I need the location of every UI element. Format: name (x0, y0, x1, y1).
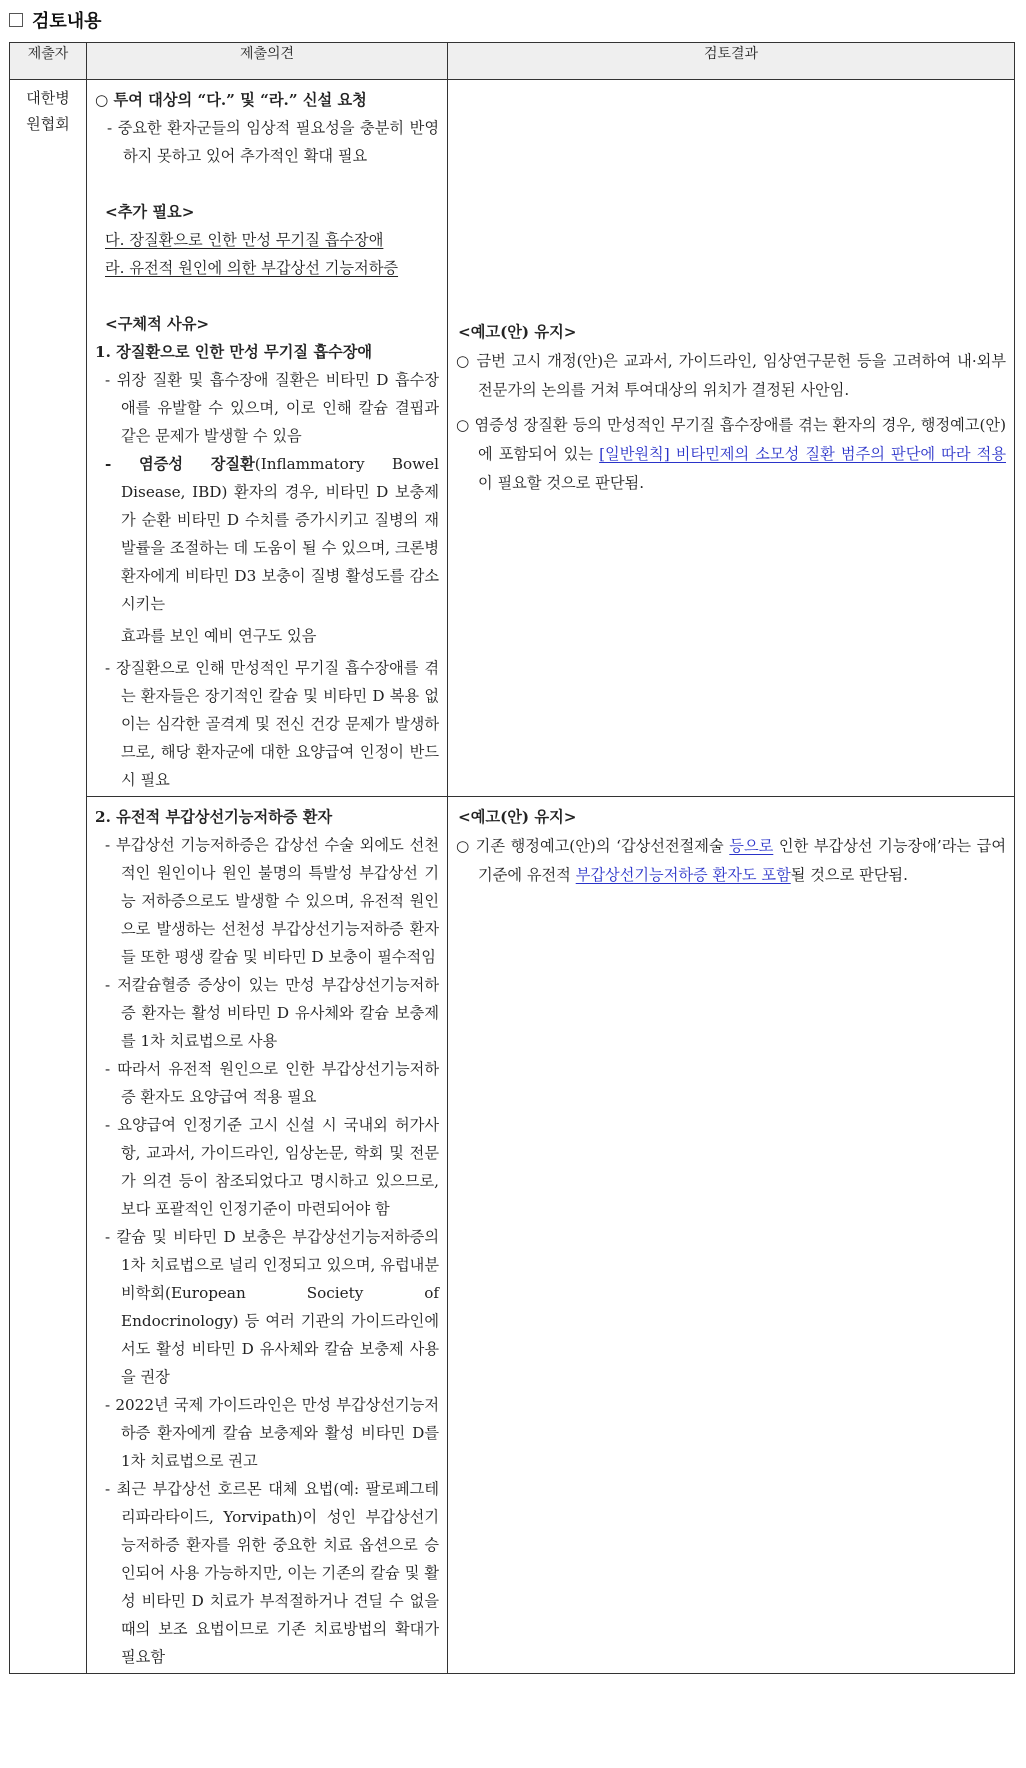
add-heading: <추가 필요> (105, 203, 195, 221)
result-paragraph-3: ○ 기존 행정예고(안)의 ‘갑상선전절제술 등으로 인한 부갑상선 기능장애’라는 급여기준에 유전적 부갑상선기능저하증 환자도 포함될 것으로 판단됨. (456, 837, 1006, 884)
result-paragraph-2: ○ 염증성 장질환 등의 만성적인 무기질 흡수장애를 겪는 환자의 경우, 행정예고(안)에 포함되어 있는 [일반원칙] 비타민제의 소모성 질환 범주의 판단에 따라 적용이 필요할 것으로 판단됨. (456, 416, 1006, 492)
add-item-2: 라. 유전적 원인에 의한 부갑상선 기능저하증 (105, 259, 399, 277)
list-item: - 장질환으로 인해 만성적인 무기질 흡수장애를 겪는 환자들은 장기적인 칼슘 및 비타민 D 복용 없이는 심각한 골격계 및 전신 건강 문제가 발생하므로, 해당 환자군에 대한 요양급여 인정이 반드시 필요 (105, 659, 439, 789)
header-result: 검토결과 (448, 43, 1015, 80)
list-item: - 요양급여 인정기준 고시 신설 시 국내외 허가사항, 교과서, 가이드라인, 임상논문, 학회 및 전문가 의견 등이 참조되었다고 명시하고 있으므로, 보다 포괄적인 인정기준이 마련되어야 함 (105, 1116, 439, 1218)
reason-heading: <구체적 사유> (105, 315, 210, 333)
result-heading-2: <예고(안) 유지> (458, 808, 577, 826)
table-header-row (10, 43, 1015, 80)
section-title-text: 검토내용 (32, 11, 102, 32)
list-item: - 칼슘 및 비타민 D 보충은 부갑상선기능저하증의 1차 치료법으로 널리 인정되고 있으며, 유럽내분비학회(European Society of Endocrinology) 등 여러 기관의 가이드라인에서도 활성 비타민 D 유사체와 칼슘 보충제 사용을 권장 (105, 1228, 439, 1386)
result-link-etc: 등으로 (729, 837, 774, 855)
list-item: - 2022년 국제 가이드라인은 만성 부갑상선기능저하증 환자에게 칼슘 보충제와 활성 비타민 D를 1차 치료법으로 권고 (105, 1396, 439, 1470)
list-item: - 위장 질환 및 흡수장애 질환은 비타민 D 흡수장애를 유발할 수 있으며, 이로 인해 칼슘 결핍과 같은 문제가 발생할 수 있음 (105, 371, 439, 445)
list-item: - 최근 부갑상선 호르몬 대체 요법(예: 팔로페그테리파라타이드, Yorvipath)이 성인 부갑상선기능저하증 환자를 위한 중요한 치료 옵션으로 승인되어 사용 가능하지만, 이는 기존의 칼슘 및 활성 비타민 D 치료가 부적절하거나 견딜 수 없을 때의 보조 요법이므로 기존 치료방법의 확대가 필요함 (105, 1480, 439, 1666)
checkbox-icon (9, 13, 23, 27)
submitter-name: 대한병원협회 (26, 89, 70, 133)
add-item-1: 다. 장질환으로 인한 만성 무기질 흡수장애 (105, 231, 384, 249)
section-title (9, 7, 102, 33)
result-link-hypoparathyroidism: 부갑상선기능저하증 환자도 포함 (575, 866, 791, 884)
result-paragraph-1: ○ 금번 고시 개정(안)은 교과서, 가이드라인, 임상연구문헌 등을 고려하여 내·외부 전문가의 논의를 거쳐 투여대상의 위치가 결정된 사안임. (456, 352, 1006, 399)
opinion-cell-1 (87, 80, 448, 797)
result-cell-1 (448, 80, 1015, 797)
table-row (10, 797, 1015, 1674)
result-heading-1: <예고(안) 유지> (458, 323, 577, 341)
list-item: - 저칼슘혈증 증상이 있는 만성 부갑상선기능저하증 환자는 활성 비타민 D 유사체와 칼슘 보충제를 1차 치료법으로 사용 (105, 976, 439, 1050)
request-intro: - 중요한 환자군들의 임상적 필요성을 충분히 반영하지 못하고 있어 추가적인 확대 필요 (107, 119, 439, 165)
opinion-cell-2 (87, 797, 448, 1674)
submitter-cell (10, 80, 87, 1674)
result-cell-2 (448, 797, 1015, 1674)
result-link-general-principle: [일반원칙] 비타민제의 소모성 질환 범주의 판단에 따라 적용 (599, 445, 1006, 463)
request-title: ○ 투여 대상의 “다.” 및 “라.” 신설 요청 (95, 91, 367, 109)
ibd-last-line: 효과를 보인 예비 연구도 있음 (121, 627, 317, 645)
review-table (9, 42, 1015, 1674)
table-row (10, 80, 1015, 797)
list-item: - 따라서 유전적 원인으로 인한 부갑상선기능저하증 환자도 요양급여 적용 필요 (105, 1060, 439, 1106)
header-submitter: 제출자 (10, 43, 87, 80)
list-item: - 부갑상선 기능저하증은 갑상선 수술 외에도 선천적인 원인이나 원인 불명의 특발성 부갑상선 기능 저하증으로도 발생할 수 있으며, 유전적 원인으로 발생하는 선천성 부갑상선기능저하증 환자들 또한 평생 칼슘 및 비타민 D 보충이 필수적임 (105, 836, 439, 966)
list-item: - 염증성 장질환(Inflammatory Bowel Disease, IBD) 환자의 경우, 비타민 D 보충제가 순환 비타민 D 수치를 증가시키고 질병의 재발률을 조절하는 데 도움이 될 수 있으며, 크론병 환자에게 비타민 D3 보충이 질병 활성도를 감소시키는 (105, 455, 440, 613)
point-title-1: 1. 장질환으로 인한 만성 무기질 흡수장애 (95, 343, 373, 361)
point-title-2: 2. 유전적 부갑상선기능저하증 환자 (95, 808, 333, 826)
header-opinion: 제출의견 (87, 43, 448, 80)
